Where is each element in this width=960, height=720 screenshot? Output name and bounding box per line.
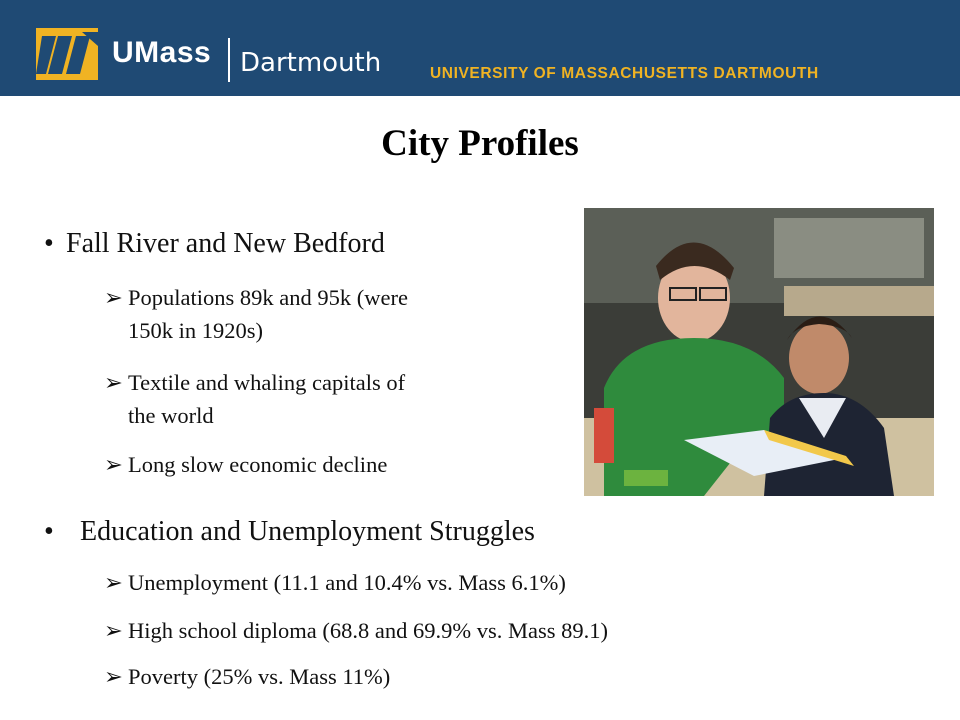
arrow-bullet-icon: ➢: [104, 285, 123, 310]
sub-bullet-decline: [104, 448, 544, 481]
sub-bullet-poverty: [104, 660, 884, 693]
bullet-text: Education and Unemployment Struggles: [80, 516, 535, 547]
arrow-bullet-icon: ➢: [104, 618, 123, 643]
arrow-bullet-icon: ➢: [104, 570, 123, 595]
sub-bullet-diploma: [104, 614, 884, 647]
sub-bullet-line: Textile and whaling capitals of: [128, 370, 406, 395]
sub-bullet-unemployment: [104, 566, 884, 599]
bullet-fall-river: [44, 228, 385, 260]
bullet-education: [44, 516, 535, 548]
dot-bullet-icon: •: [44, 516, 54, 547]
university-name: UNIVERSITY OF MASSACHUSETTS DARTMOUTH: [430, 65, 819, 82]
arrow-bullet-icon: ➢: [104, 370, 123, 395]
umass-logo-icon: [36, 28, 98, 80]
sub-bullet-textile: [104, 366, 544, 432]
sub-bullet-line: 150k in 1920s): [128, 318, 263, 343]
dot-bullet-icon: •: [44, 228, 54, 259]
sub-bullet-line: Poverty (25% vs. Mass 11%): [128, 664, 391, 689]
bullet-text: Fall River and New Bedford: [66, 228, 385, 259]
brand-divider: [228, 38, 230, 82]
sub-bullet-line: Long slow economic decline: [128, 452, 388, 477]
brand-campus: Dartmouth: [240, 48, 382, 78]
slide-title: City Profiles: [381, 123, 579, 164]
sub-bullet-line: Unemployment (11.1 and 10.4% vs. Mass 6.1%): [128, 570, 566, 595]
arrow-bullet-icon: ➢: [104, 452, 123, 477]
arrow-bullet-icon: ➢: [104, 664, 123, 689]
classroom-photo: [584, 208, 934, 496]
sub-bullet-population: [104, 281, 544, 347]
sub-bullet-line: the world: [128, 403, 214, 428]
sub-bullet-line: High school diploma (68.8 and 69.9% vs. Mass 89.1): [128, 618, 608, 643]
header-bar: [0, 0, 960, 96]
sub-bullet-line: Populations 89k and 95k (were: [128, 285, 408, 310]
brand-umass: UMass: [112, 36, 212, 69]
